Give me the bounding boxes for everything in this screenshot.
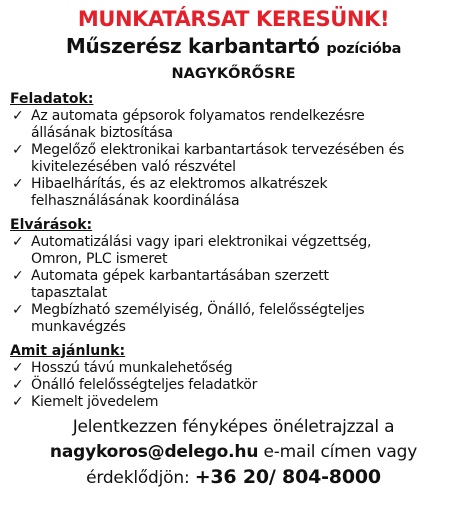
list-item <box>10 302 457 336</box>
list-item-line: Omron, PLC ismeret <box>31 251 168 267</box>
list-item <box>10 234 457 268</box>
check-icon: ✓ <box>12 268 24 284</box>
offer-section <box>10 342 457 411</box>
requirements-list <box>10 234 457 336</box>
requirements-title: Elvárások: <box>10 217 93 233</box>
list-item-line: kivitelezésében való részvétel <box>31 159 236 175</box>
list-item <box>10 108 457 142</box>
tasks-list <box>10 108 457 210</box>
contact-block <box>10 415 457 491</box>
contact-line-2 <box>10 440 457 465</box>
check-icon: ✓ <box>12 377 24 393</box>
tasks-title: Feladatok: <box>10 91 94 107</box>
list-item <box>10 394 457 411</box>
list-item-line: Hibaelhárítás, és az elektromos alkatrészek <box>31 176 328 192</box>
list-item-line: Önálló felelősségteljes feladatkör <box>31 377 258 393</box>
contact-line-3-prefix: érdeklődjön: <box>86 468 195 488</box>
list-item-line: Az automata gépsorok folyamatos rendelkezésre <box>31 108 365 124</box>
check-icon: ✓ <box>12 176 24 192</box>
tasks-section <box>10 90 457 210</box>
list-item-line: Automata gépek karbantartásában szerzett <box>31 268 329 284</box>
list-item-line: állásának biztosítása <box>31 125 173 141</box>
check-icon: ✓ <box>12 108 24 124</box>
list-item <box>10 268 457 302</box>
list-item <box>10 176 457 210</box>
job-title <box>10 33 457 62</box>
list-item-line: tapasztalat <box>31 285 108 301</box>
check-icon: ✓ <box>12 142 24 158</box>
requirements-section <box>10 216 457 336</box>
email-link[interactable]: nagykoros@delego.hu <box>49 442 259 462</box>
list-item-line: munkavégzés <box>31 319 126 335</box>
list-item-line: Hosszú távú munkalehetőség <box>31 360 233 376</box>
list-item <box>10 360 457 377</box>
list-item-line: felhasználásának koordinálása <box>31 193 240 209</box>
contact-line-1: Jelentkezzen fényképes önéletrajzzal a <box>72 417 395 437</box>
offer-title: Amit ajánlunk: <box>10 343 126 359</box>
position-suffix: pozícióba <box>326 41 402 57</box>
list-item <box>10 142 457 176</box>
contact-line-2-rest: e-mail címen vagy <box>258 442 418 462</box>
position-name: Műszerész karbantartó <box>65 34 320 58</box>
phone-number[interactable]: +36 20/ 804-8000 <box>194 466 381 488</box>
list-item-line: Kiemelt jövedelem <box>31 394 159 410</box>
location: NAGYKŐRŐSRE <box>171 66 296 82</box>
check-icon: ✓ <box>12 234 24 250</box>
offer-list <box>10 360 457 411</box>
contact-line-3 <box>10 465 457 491</box>
list-item-line: Megbízható személyiség, Önálló, felelősségteljes <box>31 302 365 318</box>
list-item <box>10 377 457 394</box>
check-icon: ✓ <box>12 302 24 318</box>
list-item-line: Megelőző elektronikai karbantartások tervezésében és <box>31 142 405 158</box>
headline: MUNKATÁRSAT KERESÜNK! <box>77 7 390 31</box>
list-item-line: Automatizálási vagy ipari elektronikai végzettség, <box>31 234 372 250</box>
check-icon: ✓ <box>12 394 24 410</box>
check-icon: ✓ <box>12 360 24 376</box>
